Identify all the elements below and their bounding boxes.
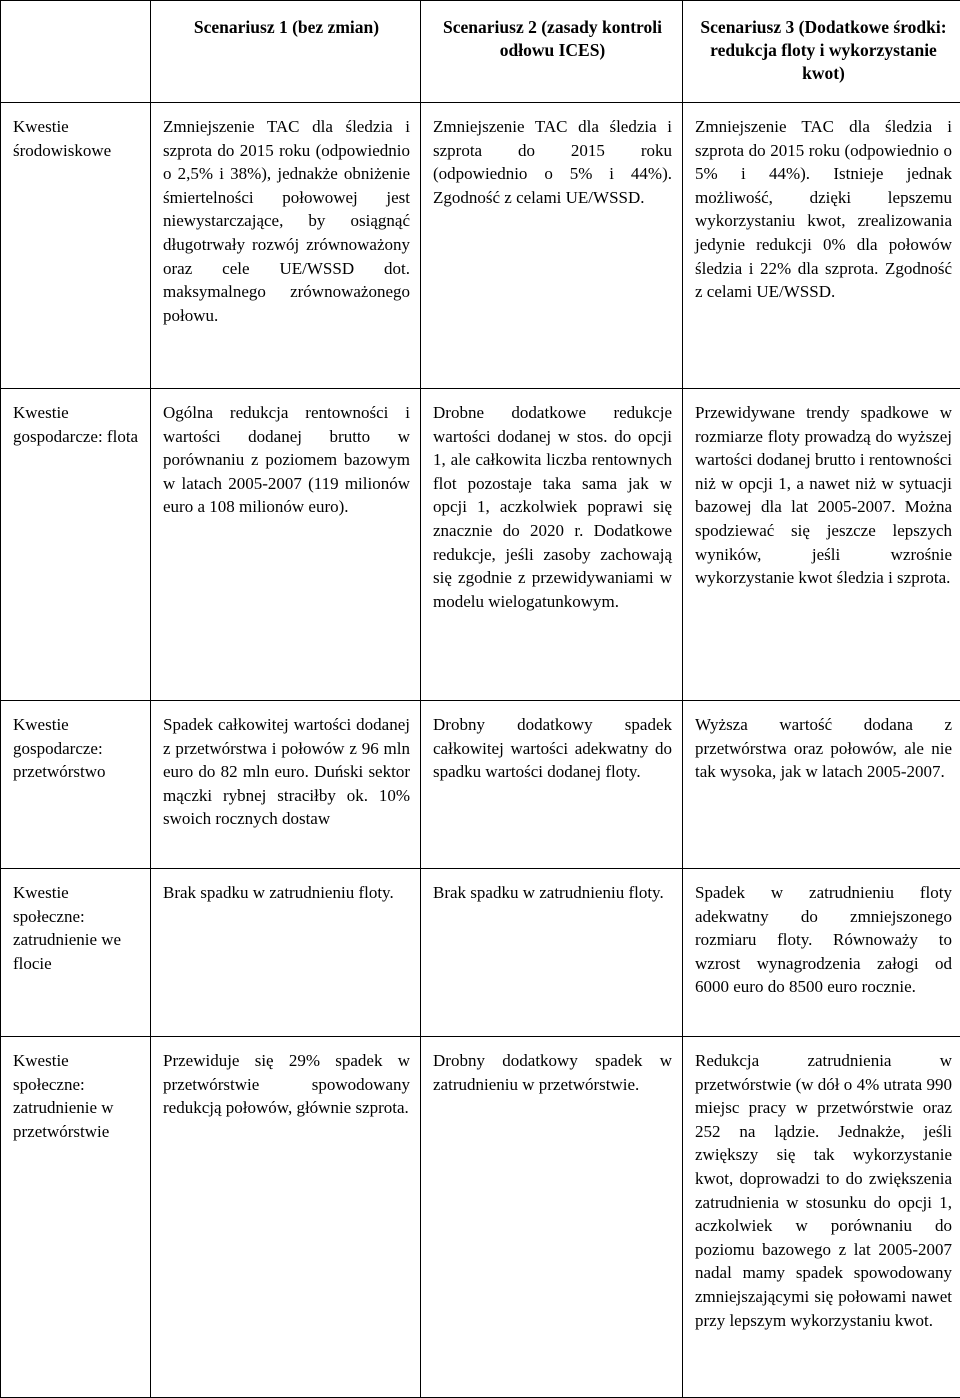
scenario-2-cell: Brak spadku w zatrudnieniu floty. bbox=[421, 869, 683, 1037]
scenario-2-cell: Drobny dodatkowy spadek w zatrudnieniu w przetwórstwie. bbox=[421, 1037, 683, 1398]
header-row bbox=[1, 1, 960, 103]
scenario-3-cell: Wyższa wartość dodana z przetwórstwa oraz połowów, ale nie tak wysoka, jak w latach 2005-2007. bbox=[683, 701, 960, 869]
corner-cell bbox=[1, 1, 151, 103]
scenario-2-cell: Zmniejszenie TAC dla śledzia i szprota do 2015 roku (odpowiednio o 5% i 44%). Zgodność z celami UE/WSSD. bbox=[421, 103, 683, 389]
scenario-2-cell: Drobne dodatkowe redukcje wartości dodanej w stos. do opcji 1, ale całkowita liczba rentownych flot pozostaje taka sama jak w opcji 1, aczkolwiek poprawi się znacznie do 2020 r. Dodatkowe redukcje, jeśli zasoby zachowają się zgodnie z przewidywaniami w modelu wielogatunkowym. bbox=[421, 389, 683, 701]
scenario-2-cell: Drobny dodatkowy spadek całkowitej wartości adekwatny do spadku wartości dodanej floty. bbox=[421, 701, 683, 869]
row-label: Kwestie gospodarcze: przetwórstwo bbox=[1, 701, 151, 869]
table-row bbox=[1, 103, 960, 389]
table-row bbox=[1, 389, 960, 701]
row-label: Kwestie gospodarcze: flota bbox=[1, 389, 151, 701]
scenario-1-cell: Brak spadku w zatrudnieniu floty. bbox=[151, 869, 421, 1037]
scenario-3-cell: Przewidywane trendy spadkowe w rozmiarze floty prowadzą do wyższej wartości dodanej brutto i rentowności niż w opcji 1, a nawet niż w sytuacji bazowej dla lat 2005-2007. Można spodziewać się jeszcze lepszych wyników, jeśli wzrośnie wykorzystanie kwot śledzia i szprota. bbox=[683, 389, 960, 701]
scenario-2-header: Scenariusz 2 (zasady kontroli odłowu ICES) bbox=[421, 1, 683, 103]
table-row bbox=[1, 869, 960, 1037]
table-row bbox=[1, 1037, 960, 1398]
scenario-1-cell: Przewiduje się 29% spadek w przetwórstwie spowodowany redukcją połowów, głównie szprota. bbox=[151, 1037, 421, 1398]
row-label: Kwestie społeczne: zatrudnienie we flocie bbox=[1, 869, 151, 1037]
scenario-1-cell: Spadek całkowitej wartości dodanej z przetwórstwa i połowów z 96 mln euro do 82 mln euro. Duński sektor mączki rybnej straciłby ok. 10% swoich rocznych dostaw bbox=[151, 701, 421, 869]
scenario-1-cell: Zmniejszenie TAC dla śledzia i szprota do 2015 roku (odpowiednio o 2,5% i 38%), jednakże obniżenie śmiertelności połowowej jest niewystarczające, by osiągnąć długotrwały rozwój zrównoważony oraz cele UE/WSSD dot. maksymalnego zrównoważonego połowu. bbox=[151, 103, 421, 389]
scenario-1-header: Scenariusz 1 (bez zmian) bbox=[151, 1, 421, 103]
scenario-3-header: Scenariusz 3 (Dodatkowe środki: redukcja floty i wykorzystanie kwot) bbox=[683, 1, 960, 103]
table-row bbox=[1, 701, 960, 869]
scenario-3-cell: Spadek w zatrudnieniu floty adekwatny do zmniejszonego rozmiaru floty. Równoważy to wzrost wynagrodzenia załogi od 6000 euro do 8500 euro rocznie. bbox=[683, 869, 960, 1037]
row-label: Kwestie środowiskowe bbox=[1, 103, 151, 389]
scenario-3-cell: Zmniejszenie TAC dla śledzia i szprota do 2015 roku (odpowiednio o 5% i 44%). Istnieje jednak możliwość, dzięki lepszemu wykorzystaniu kwot, zrealizowania jedynie redukcji 0% dla połowów śledzia i 22% dla szprota. Zgodność z celami UE/WSSD. bbox=[683, 103, 960, 389]
row-label: Kwestie społeczne: zatrudnienie w przetwórstwie bbox=[1, 1037, 151, 1398]
scenario-3-cell: Redukcja zatrudnienia w przetwórstwie (w dół o 4% utrata 990 miejsc pracy w przetwórstwie oraz 252 na lądzie. Jednakże, jeśli zwiększy się tak wykorzystanie kwot, doprowadzi to do zwiększenia zatrudnienia w stosunku do opcji 1, aczkolwiek w porównaniu do poziomu bazowego z lat 2005-2007 nadal mamy spadek spowodowany zmniejszającymi się połowami nawet przy lepszym wykorzystaniu kwot. bbox=[683, 1037, 960, 1398]
scenario-1-cell: Ogólna redukcja rentowności i wartości dodanej brutto w porównaniu z poziomem bazowym w latach 2005-2007 (119 milionów euro a 108 milionów euro). bbox=[151, 389, 421, 701]
